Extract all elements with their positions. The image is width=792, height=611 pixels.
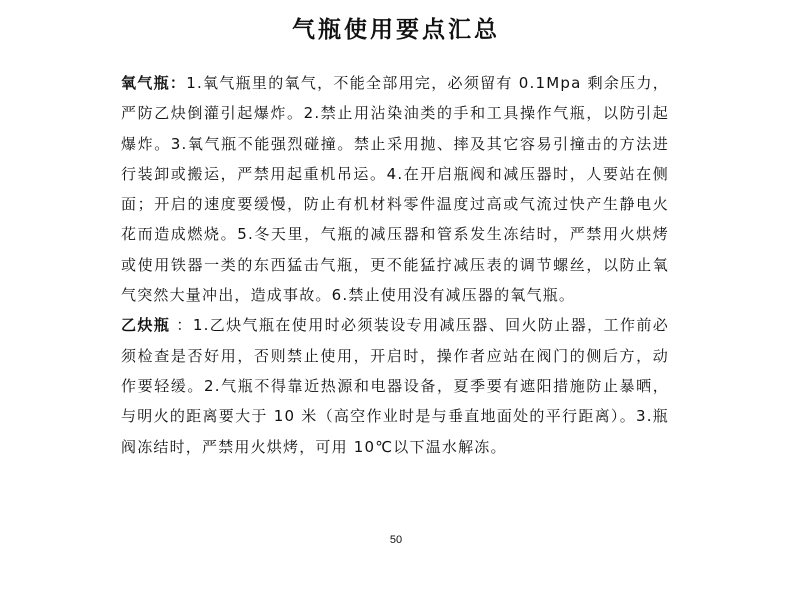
page-number: 50 <box>389 534 403 546</box>
section-text: 1.氧气瓶里的氧气，不能全部用完，必须留有 0.1Mpa 剩余压力，严防乙炔倒灌引起爆炸。2.禁止用沾染油类的手和工具操作气瓶，以防引起爆炸。3.氧气瓶不能强烈碰撞。禁止采用抛、摔及其它容易引撞击的方法进行装卸或搬运，严禁用起重机吊运。4.在开启瓶阀和减压器时，人要站在侧面；开启的速度要缓慢，防止有机材料零件温度过高或气流过快产生静电火花而造成燃烧。5.冬天里，气瓶的减压器和管系发生冻结时，严禁用火烘烤或使用铁器一类的东西猛击气瓶，更不能猛拧减压表的调节螺丝，以防止氧气突然大量冲出，造成事故。6.禁止使用没有减压器的氧气瓶。 <box>121 74 669 305</box>
section-text: ：1.乙炔气瓶在使用时必须装设专用减压器、回火防止器，工作前必须检查是否好用，否则禁止使用，开启时，操作者应站在阀门的侧后方，动作要轻缓。2.气瓶不得靠近热源和电器设备，夏季要有遮阳措施防止暴晒，与明火的距离要大于 10 米（高空作业时是与垂直地面处的平行距离）。3.瓶阀冻结时，严禁用火烘烤，可用 10℃以下温水解冻。 <box>121 316 669 456</box>
page-title: 气瓶使用要点汇总 <box>292 17 500 43</box>
section-label: 氧气瓶： <box>121 74 187 92</box>
section-acetylene-cylinder <box>121 310 669 461</box>
section-oxygen-cylinder <box>121 68 669 310</box>
section-label: 乙炔瓶 <box>121 316 171 335</box>
document-body <box>121 68 669 462</box>
